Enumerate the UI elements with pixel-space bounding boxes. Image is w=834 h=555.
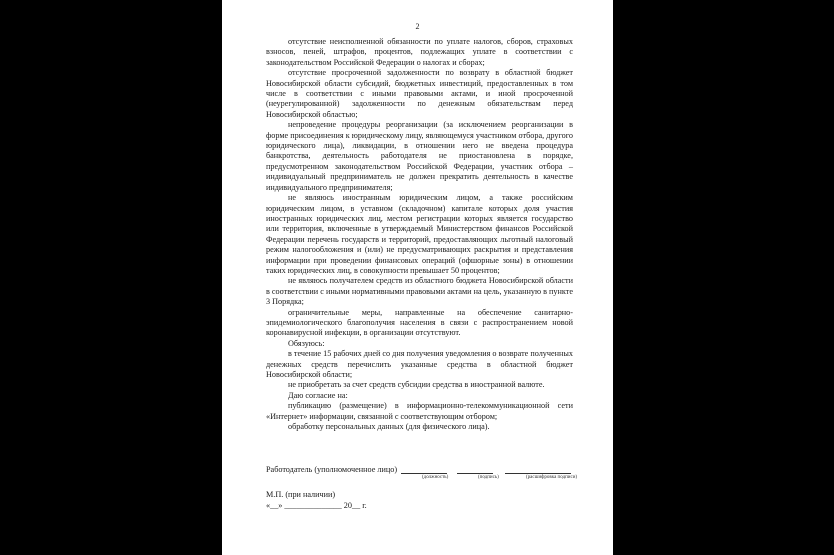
signature-label: Работодатель (уполномоченное лицо) (266, 465, 398, 474)
caption-decoding: (расшифровка подписи) (526, 475, 578, 480)
paragraph: в течение 15 рабочих дней со дня получения уведомления о возврате полученных денежных средств перечислить указанные средства в областной бюджет Новосибирской области; (266, 349, 573, 379)
paragraph: отсутствие неисполненной обязанности по уплате налогов, сборов, страховых взносов, пеней, штрафов, процентов, подлежащих уплате в соответствии с законодательством Российской Федерации о налогах и сборах; (266, 37, 573, 67)
paragraph: не приобретать за счет средств субсидии средства в иностранной валюте. (288, 380, 545, 390)
paragraph: отсутствие просроченной задолженности по возврату в областной бюджет Новосибирской области субсидий, бюджетных инвестиций, предоставленных в том числе в соответствии с иными правовыми актами, и иной просроченной (неурегулированной) задолженности по денежным обязательствам перед Новосибирской областью; (266, 68, 573, 119)
paragraph: не являюсь иностранным юридическим лицом, а также российским юридическим лицом, в уставном (складочном) капитале которых доля участия иностранных юридических лиц, местом регистрации которых является государство или территория, включенные в утверждаемый Министерством финансов Российской Федерации перечень государств и территорий, предоставляющих льготный налоговый режим налогообложения и (или) не предусматривающих раскрытия и представления информации при проведении финансовых операций (офшорные зоны) в отношении таких юридических лиц, в совокупности превышает 50 процентов; (266, 193, 573, 275)
paragraph: непроведение процедуры реорганизации (за исключением реорганизации в форме присоединения к юридическому лицу, являющемуся участником отбора, другого юридического лица), ликвидации, в отношении него не введена процедура банкротства, деятельность работодателя не приостановлена в порядке, предусмотренном законодательством Российской Федерации, участник отбора – индивидуальный предприниматель не должен прекратить деятельность в качестве индивидуального предпринимателя; (266, 120, 573, 192)
signature-block (266, 464, 596, 480)
caption-position: (должность) (422, 475, 449, 480)
paragraph: обработку персональных данных (для физического лица). (288, 422, 490, 432)
document-page (222, 0, 613, 555)
signature-blank (457, 464, 493, 474)
paragraph: публикацию (размещение) в информационно-телекоммуникационной сети «Интернет» информации, связанной с соответствующим отбором; (266, 401, 573, 421)
page-number: 2 (415, 22, 420, 31)
paragraph: ограничительные меры, направленные на обеспечение санитарно-эпидемиологического благополучия населения в связи с распространением новой коронавирусной инфекции, в организации отсутствуют. (266, 307, 573, 338)
paragraph: Даю согласие на: (288, 390, 348, 400)
date-line: «__» ______________ 20__ г. (266, 501, 367, 510)
paragraph: Обязуюсь: (288, 338, 325, 348)
position-blank (401, 464, 447, 474)
stamp-line: М.П. (при наличии) (266, 490, 336, 499)
paragraph: не являюсь получателем средств из областного бюджета Новосибирской области в соответствии с иными нормативными правовыми актами на цель, указанную в пункте 3 Порядка; (266, 276, 573, 307)
document-body (266, 37, 573, 432)
signature-decoding-blank (505, 464, 571, 474)
caption-signature: (подпись) (478, 475, 499, 480)
